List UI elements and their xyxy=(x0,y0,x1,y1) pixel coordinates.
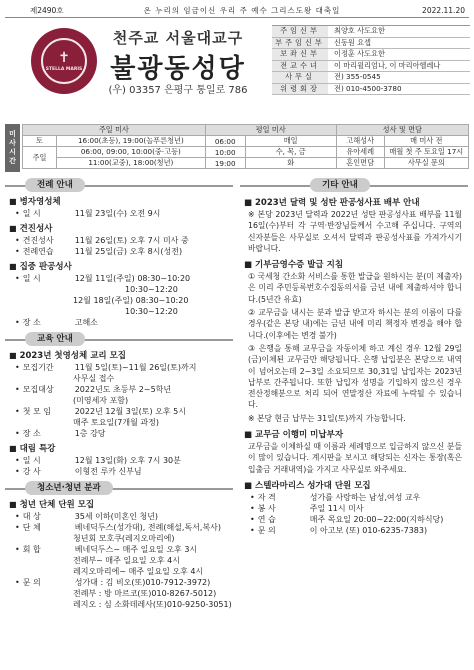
mass-row xyxy=(23,147,469,158)
sacrament-time: 매월 첫 주 토요일 17시 xyxy=(384,147,468,158)
diocese-name: 천주교 서울대교구 xyxy=(112,29,244,47)
section-title: 교육 안내 xyxy=(25,332,85,346)
notice-line: • 일 시 11월 23일(수) 오전 9시 xyxy=(15,209,161,218)
sacrament-name: 혼인면담 xyxy=(336,158,384,169)
side-char: 미 xyxy=(9,130,16,138)
notice-text: ※ 본당 현금 납부는 31일(토)까지 가능합니다. xyxy=(248,413,406,423)
square-bullet-icon: ■ xyxy=(9,444,17,453)
notice-text: ③ 은행을 통해 교무금을 자동이체 하고 계신 경우 12월 29일(금)이체된 교무금만 해당됩니다. 은행 납입분은 본당으로 내역이 넘어오는데 2~3일 소요되므로 30,31일 납입자는 2023년 납부로 간주됩니다. 또한 납입자 성명을 기입하지 않으신 경우 전산정해분으로 처리 되어 연말정산 자료에 누락될 수 있습니다. xyxy=(248,343,462,410)
issue-number: 제2490호 xyxy=(30,6,64,15)
square-bullet-icon: ■ xyxy=(9,197,17,206)
square-bullet-icon: ■ xyxy=(244,260,253,271)
staff-row xyxy=(272,38,470,50)
mass-time: 06:00, 09:00, 10:00(중·고등) xyxy=(57,147,206,158)
staff-name: 이 마리윌리엄나, 이 마리아헬레나 xyxy=(334,60,441,70)
mass-table xyxy=(22,124,469,169)
mass-header-sacrament: 성사 및 면담 xyxy=(336,125,468,136)
issue-date: 2022.11.20 xyxy=(422,6,465,15)
notice-line: • 문 의 이 아고보 (또) 010-6235-7383) xyxy=(250,525,428,535)
mass-time: 11:00(교중), 18:00(청년) xyxy=(57,158,206,169)
notice-line: • 장 소 1층 강당 xyxy=(15,429,106,438)
notice-title: ■ 교무금 이행미 미납부자 xyxy=(244,430,344,441)
section-title: 청소년·청년 분과 xyxy=(25,481,113,495)
notice-title: ■ 집중 판공성사 xyxy=(9,262,72,272)
section-title: 전례 안내 xyxy=(25,178,85,192)
weekday-time: 10:00 xyxy=(205,147,245,158)
section-title: 기타 안내 xyxy=(310,178,370,192)
staff-row xyxy=(272,61,470,73)
seal-inner-ring xyxy=(41,38,87,84)
square-bullet-icon: ■ xyxy=(9,500,17,509)
mass-time: 16:00(초등), 19:00(놀푸른청년) xyxy=(57,136,206,147)
notice-title: ■ 대림 특강 xyxy=(9,444,56,454)
weekday-day: 매일 xyxy=(245,136,336,147)
square-bullet-icon: ■ xyxy=(244,430,253,441)
staff-role: 보좌신부 xyxy=(272,49,328,60)
notice-title: ■ 기부금영수증 발급 지침 xyxy=(244,260,344,271)
mass-row xyxy=(23,136,469,147)
notice-line: • 강 사 이형전 루카 신부님 xyxy=(15,467,142,476)
notice-line: • 모집대상 2022년도 초등부 2~5학년 xyxy=(15,385,172,394)
mass-header-sunday: 주일 미사 xyxy=(23,125,206,136)
weekday-time: 19:00 xyxy=(205,158,245,169)
square-bullet-icon: ■ xyxy=(9,351,17,360)
mass-day: 토 xyxy=(23,136,57,147)
notice-line: 사무실 접수 xyxy=(73,374,115,383)
sacrament-name: 고해성사 xyxy=(336,136,384,147)
square-bullet-icon: ■ xyxy=(244,480,253,491)
staff-name: 전) 355-0545 xyxy=(334,72,381,82)
sacrament-name: 유아세례 xyxy=(336,147,384,158)
staff-name: 신동원 요셉 xyxy=(334,37,372,47)
notice-line: • 대 상 35세 이하(미혼인 청년) xyxy=(15,512,159,521)
notice-line: 전례부 : 방 마르코(또)010-8267-5012) xyxy=(73,589,217,598)
square-bullet-icon: ■ xyxy=(9,262,17,271)
mass-header-weekday: 평일 미사 xyxy=(205,125,336,136)
notice-title: ■ 병자영성체 xyxy=(9,197,61,207)
notice-line: 청년회 모호쿠(레지오마리에) xyxy=(73,534,175,543)
staff-role: 사무실 xyxy=(272,72,328,83)
notice-text: ② 교무금을 내시는 분과 발급 받고자 하시는 분의 이름이 다를 경우(같은 본당 내)에는 금년 내에 미리 책정자 변경을 해야 합니다.(이후에는 변경 불가) xyxy=(248,308,462,340)
notice-title: ■ 2023년 첫영성체 교리 모집 xyxy=(9,351,126,361)
staff-role: 주임신부 xyxy=(272,26,328,37)
left-column xyxy=(5,178,233,610)
seal-text: STELLA MARIS xyxy=(45,66,83,72)
notice-line: • 자 격 성가를 사랑하는 남성,여성 교우 xyxy=(250,492,421,502)
side-char: 간 xyxy=(9,157,16,165)
feast-title: 온 누리의 임금이신 우리 주 예수 그리스도왕 대축일 xyxy=(143,6,341,15)
notice-line: • 단 체 베네딕두스(성가대), 전례(해설,독서,복사) xyxy=(15,523,222,532)
staff-name: 이정훈 사도요한 xyxy=(334,49,385,59)
right-column xyxy=(240,178,468,536)
weekday-time: 06:00 xyxy=(205,136,245,147)
staff-name: 전) 010-4500-3780 xyxy=(334,83,402,93)
section-header-education xyxy=(5,332,233,346)
notice-line: 12월 18일(주일) 08:30~10:20 xyxy=(73,296,189,305)
square-bullet-icon: ■ xyxy=(9,224,17,233)
notice-line: • 일 시 12월 11일(주일) 08:30~10:20 xyxy=(15,274,191,283)
notice-title: ■ 청년 단체 단원 모집 xyxy=(9,500,95,510)
sacrament-time: 매 미사 전 xyxy=(384,136,468,147)
side-char: 사 xyxy=(9,139,16,147)
parish-address: (우) 03357 은평구 통일로 786 xyxy=(108,85,248,96)
notice-line: • 첫 모 임 2022년 12월 3일(토) 오후 5시 xyxy=(15,407,186,416)
staff-role: 전교수녀 xyxy=(272,61,328,72)
side-char: 시 xyxy=(9,148,16,156)
notice-text: ① 국세청 간소화 서비스를 통한 발급을 원하시는 분(미 제출자)은 미리 주민등록번호수집동의서를 금년 내에 제출하셔야 합니다.(5년간 유효) xyxy=(248,272,462,304)
staff-row xyxy=(272,72,470,84)
staff-name: 최양호 사도요한 xyxy=(334,26,385,36)
notice-line: • 문 의 성가대 : 김 비오(또)010-7912-3972) xyxy=(15,578,211,587)
section-header-liturgy xyxy=(5,178,233,192)
notice-line: • 연 습 매주 목요일 20:00~22:00(지하식당) xyxy=(250,514,444,524)
staff-role: 부주임신부 xyxy=(272,38,328,49)
notice-line: • 전례연습 11월 25일(금) 오후 8시(성전) xyxy=(15,247,183,256)
top-bar xyxy=(5,4,469,18)
staff-table xyxy=(272,25,470,95)
notice-line: 10:30~12:20 xyxy=(125,285,178,294)
staff-row xyxy=(272,49,470,61)
notice-line: • 모집기간 11월 5일(토)~11월 26일(토)까지 xyxy=(15,363,197,372)
notice-text: 교무금을 이체하실 때 이름과 세례명으로 입금하지 않으신 분들이 많이 있습니다. 계시판을 보시고 해당되는 신자는 통장(혹은 입출금 거래내역)을 가지고 사무실로 와주세요. xyxy=(248,442,462,474)
notice-line: 레지오 : 심 소화데레사(또)010-9250-3051) xyxy=(73,600,232,609)
parish-name: 불광동성당 xyxy=(110,54,246,84)
notice-line: • 견진성사 11월 26일(토) 오후 7시 미사 중 xyxy=(15,236,189,245)
section-header-other xyxy=(240,178,468,192)
weekday-day: 화 xyxy=(245,158,336,169)
notice-text: ※ 본당 2023년 달력과 2022년 성탄 판공성사표 배부를 11월 16일(수)부터 각 구역·반장님들께서 수고해 주십니다. 구역의 신자분들은 사무실로 오셔서 달력과 판공성사표를 가져가시기 바랍니다. xyxy=(248,210,462,253)
notice-title: ■ 견진성사 xyxy=(9,224,53,234)
notice-title: ■ 스텔라마리스 성가대 단원 모집 xyxy=(244,480,371,491)
weekday-day: 수, 목, 금 xyxy=(245,147,336,158)
staff-role: 위령회장 xyxy=(272,84,328,95)
mass-day: 주일 xyxy=(23,147,57,169)
notice-line: 전례부~ 매주 일요일 오후 4시 xyxy=(73,556,180,565)
section-header-youth xyxy=(5,481,233,495)
staff-row xyxy=(272,26,470,38)
notice-line: 레지오마리에~ 매주 일요일 오후 4시 xyxy=(73,567,204,576)
staff-row xyxy=(272,84,470,96)
notice-line: 매주 토요일(7개월 과정) xyxy=(73,418,159,427)
notice-line: (미영세자 포함) xyxy=(73,396,129,405)
sacrament-time: 사무실 문의 xyxy=(384,158,468,169)
notice-line: • 일 시 12월 13일(화) 오후 7시 30분 xyxy=(15,456,181,465)
notice-line: 10:30~12:20 xyxy=(125,307,178,316)
parish-seal-logo xyxy=(31,28,97,94)
mass-row xyxy=(23,158,469,169)
mass-header-row xyxy=(23,125,469,136)
notice-line: • 장 소 고해소 xyxy=(15,318,98,327)
notice-line: • 회 합 베네딕두스~ 매주 일요일 오후 3시 xyxy=(15,545,198,554)
square-bullet-icon: ■ xyxy=(244,198,253,208)
notice-title: ■ 2023년 달력 및 성탄 판공성사표 배부 안내 xyxy=(244,198,420,208)
notice-line: • 봉 사 주일 11시 미사 xyxy=(250,503,364,513)
mass-schedule-side-label xyxy=(5,124,20,172)
cross-icon: ✝ xyxy=(58,49,70,66)
